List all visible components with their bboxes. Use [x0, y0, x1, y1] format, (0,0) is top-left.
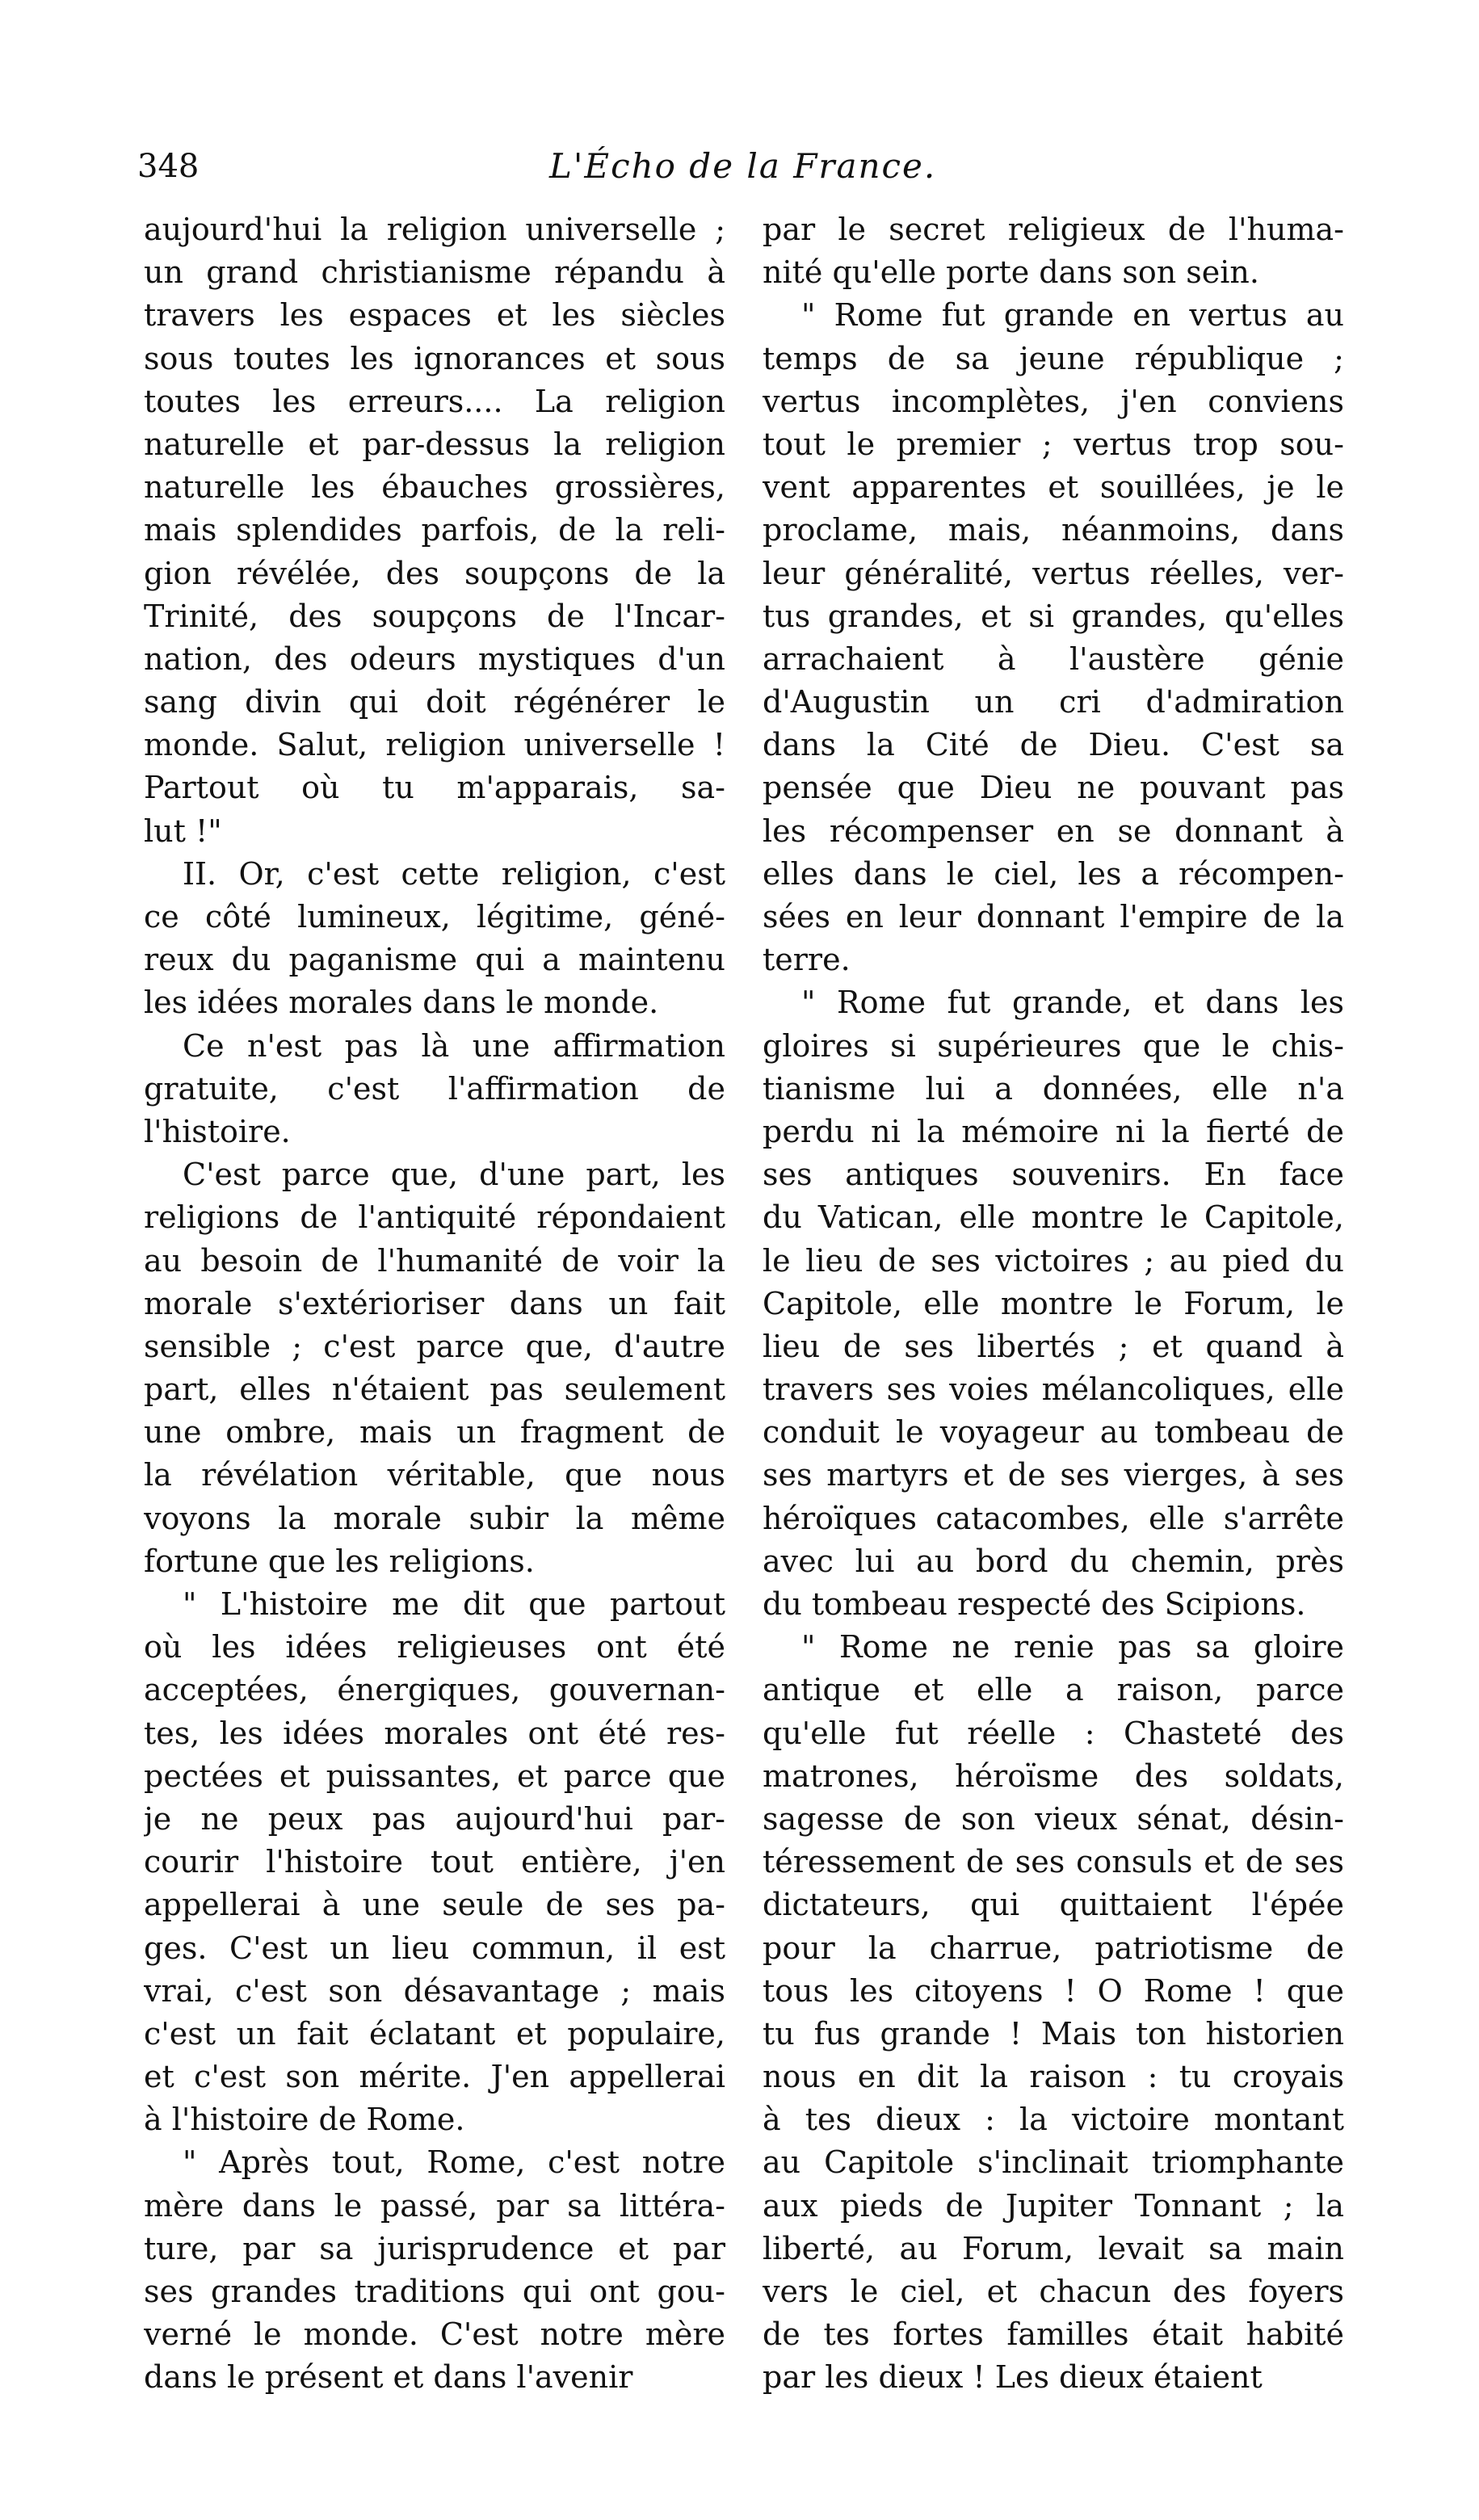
- text-line: et c'est son mérite. J'en appellerai: [144, 2059, 725, 2095]
- text-line: gratuite, c'est l'affirmation de: [144, 1070, 725, 1107]
- text-line: au Capitole s'inclinait triomphante: [763, 2144, 1344, 2181]
- text-line: tianisme lui a données, elle n'a: [763, 1070, 1344, 1107]
- text-line: travers les espaces et les siècles: [144, 297, 725, 334]
- text-line: sous toutes les ignorances et sous: [144, 340, 725, 376]
- text-line: vent apparentes et souillées, je le: [763, 469, 1344, 506]
- text-line: pour la charrue, patriotisme de: [763, 1930, 1344, 1966]
- text-line: héroïques catacombes, elle s'arrête: [763, 1500, 1344, 1536]
- text-line: mère dans le passé, par sa littéra-: [144, 2187, 725, 2224]
- text-line: conduit le voyageur au tombeau de: [763, 1414, 1344, 1451]
- text-line: d'Augustin un cri d'admiration: [763, 684, 1344, 720]
- text-line: je ne peux pas aujourd'hui par-: [144, 1800, 725, 1837]
- text-line: tout le premier ; vertus trop sou-: [763, 426, 1344, 462]
- text-line: nation, des odeurs mystiques d'un: [144, 640, 725, 677]
- text-line: Capitole, elle montre le Forum, le: [763, 1285, 1344, 1321]
- text-line: de tes fortes familles était habité: [763, 2316, 1344, 2353]
- text-line: les idées morales dans le monde.: [144, 985, 659, 1021]
- text-line: à l'histoire de Rome.: [144, 2102, 465, 2138]
- text-line: ses martyrs et de ses vierges, à ses: [763, 1457, 1344, 1493]
- text-line: naturelle les ébauches grossières,: [144, 469, 725, 506]
- text-line: verné le monde. C'est notre mère: [144, 2316, 725, 2353]
- text-line: tous les citoyens ! O Rome ! que: [763, 1972, 1344, 2009]
- text-line: Partout où tu m'apparais, sa-: [144, 770, 725, 806]
- text-line: sagesse de son vieux sénat, désin-: [763, 1800, 1344, 1837]
- text-line: du tombeau respecté des Scipions.: [763, 1586, 1306, 1622]
- text-line: dans le présent et dans l'avenir: [144, 2359, 633, 2396]
- text-line: c'est un fait éclatant et populaire,: [144, 2015, 725, 2052]
- text-line: reux du paganisme qui a maintenu: [144, 942, 725, 978]
- text-line: ce côté lumineux, légitime, géné-: [144, 899, 725, 934]
- text-line: dictateurs, qui quittaient l'épée: [763, 1887, 1344, 1923]
- text-line: II. Or, c'est cette religion, c'est: [183, 855, 725, 892]
- text-line: les récompenser en se donnant à: [763, 813, 1344, 849]
- text-line: terre.: [763, 942, 851, 978]
- text-line: vrai, c'est son désavantage ; mais: [144, 1972, 725, 2009]
- text-line: gion révélée, des soupçons de la: [144, 555, 725, 591]
- text-line: par le secret religieux de l'huma-: [763, 212, 1344, 247]
- text-line: ture, par sa jurisprudence et par: [144, 2230, 725, 2266]
- text-line: le lieu de ses victoires ; au pied du: [763, 1242, 1344, 1279]
- text-line: du Vatican, elle montre le Capitole,: [763, 1199, 1344, 1236]
- text-line: sang divin qui doit régénérer le: [144, 684, 725, 720]
- text-line: tes, les idées morales ont été res-: [144, 1715, 725, 1751]
- text-line: pectées et puissantes, et parce que: [144, 1758, 725, 1794]
- text-line: pensée que Dieu ne pouvant pas: [763, 770, 1344, 806]
- text-line: sensible ; c'est parce que, d'autre: [144, 1328, 725, 1364]
- text-line: leur généralité, vertus réelles, ver-: [763, 555, 1344, 591]
- text-line: religions de l'antiquité répondaient: [144, 1199, 725, 1236]
- text-line: lut !": [144, 813, 222, 849]
- text-line: courir l'histoire tout entière, j'en: [144, 1844, 725, 1880]
- text-line: matrones, héroïsme des soldats,: [763, 1758, 1344, 1794]
- text-line: Trinité, des soupçons de l'Incar-: [144, 598, 725, 634]
- text-line: l'histoire.: [144, 1113, 291, 1149]
- text-line: aujourd'hui la religion universelle ;: [144, 212, 725, 247]
- text-line: perdu ni la mémoire ni la fierté de: [763, 1113, 1344, 1149]
- text-line: acceptées, énergiques, gouvernan-: [144, 1672, 725, 1708]
- text-line: morale s'extérioriser dans un fait: [144, 1285, 725, 1321]
- text-line: " Rome fut grande en vertus au: [801, 297, 1344, 334]
- text-line: nité qu'elle porte dans son sein.: [763, 254, 1259, 291]
- text-line: dans la Cité de Dieu. C'est sa: [763, 727, 1344, 763]
- text-line: sées en leur donnant l'empire de la: [763, 899, 1344, 934]
- text-line: Ce n'est pas là une affirmation: [183, 1027, 725, 1064]
- text-line: " Rome ne renie pas sa gloire: [801, 1629, 1344, 1665]
- running-title: L'Écho de la France.: [549, 146, 937, 186]
- text-line: ses antiques souvenirs. En face: [763, 1157, 1344, 1193]
- text-line: une ombre, mais un fragment de: [144, 1414, 725, 1451]
- text-line: au besoin de l'humanité de voir la: [144, 1242, 725, 1279]
- left-text-column: [144, 208, 725, 2400]
- text-line: nous en dit la raison : tu croyais: [763, 2059, 1344, 2095]
- text-line: un grand christianisme répandu à: [144, 254, 725, 291]
- text-line: proclame, mais, néanmoins, dans: [763, 512, 1344, 548]
- page-header: [137, 142, 1381, 191]
- text-line: naturelle et par-dessus la religion: [144, 426, 725, 462]
- text-line: par les dieux ! Les dieux étaient: [763, 2359, 1263, 2396]
- text-line: ses grandes traditions qui ont gou-: [144, 2274, 725, 2309]
- text-line: avec lui au bord du chemin, près: [763, 1543, 1344, 1579]
- text-line: elles dans le ciel, les a récompen-: [763, 855, 1344, 892]
- text-line: ges. C'est un lieu commun, il est: [144, 1930, 725, 1966]
- text-line: vers le ciel, et chacun des foyers: [763, 2274, 1344, 2309]
- text-line: où les idées religieuses ont été: [144, 1629, 725, 1665]
- text-line: " Rome fut grande, et dans les: [801, 985, 1344, 1021]
- text-line: aux pieds de Jupiter Tonnant ; la: [763, 2187, 1344, 2224]
- text-line: lieu de ses libertés ; et quand à: [763, 1328, 1344, 1364]
- text-line: toutes les erreurs.... La religion: [144, 383, 725, 419]
- text-line: part, elles n'étaient pas seulement: [144, 1371, 725, 1408]
- text-line: tus grandes, et si grandes, qu'elles: [763, 598, 1344, 634]
- text-line: qu'elle fut réelle : Chasteté des: [763, 1715, 1344, 1751]
- text-line: la révélation véritable, que nous: [144, 1457, 725, 1493]
- text-line: voyons la morale subir la même: [144, 1500, 725, 1536]
- right-text-column: [763, 208, 1344, 2400]
- text-line: téressement de ses consuls et de ses: [763, 1844, 1344, 1880]
- text-line: gloires si supérieures que le chis-: [763, 1027, 1344, 1064]
- text-line: monde. Salut, religion universelle !: [144, 727, 725, 763]
- text-line: temps de sa jeune république ;: [763, 340, 1344, 376]
- text-line: vertus incomplètes, j'en conviens: [763, 383, 1344, 419]
- text-line: " Après tout, Rome, c'est notre: [183, 2144, 725, 2181]
- text-line: appellerai à une seule de ses pa-: [144, 1887, 725, 1923]
- text-line: antique et elle a raison, parce: [763, 1672, 1344, 1708]
- text-line: arrachaient à l'austère génie: [763, 640, 1344, 677]
- text-line: tu fus grande ! Mais ton historien: [763, 2015, 1344, 2052]
- text-line: fortune que les religions.: [144, 1543, 535, 1579]
- page-number: 348: [137, 148, 200, 185]
- text-line: liberté, au Forum, levait sa main: [763, 2230, 1344, 2266]
- text-line: mais splendides parfois, de la reli-: [144, 512, 725, 548]
- text-line: travers ses voies mélancoliques, elle: [763, 1371, 1344, 1408]
- text-line: à tes dieux : la victoire montant: [763, 2102, 1344, 2138]
- text-line: " L'histoire me dit que partout: [183, 1586, 725, 1622]
- text-line: C'est parce que, d'une part, les: [183, 1157, 725, 1193]
